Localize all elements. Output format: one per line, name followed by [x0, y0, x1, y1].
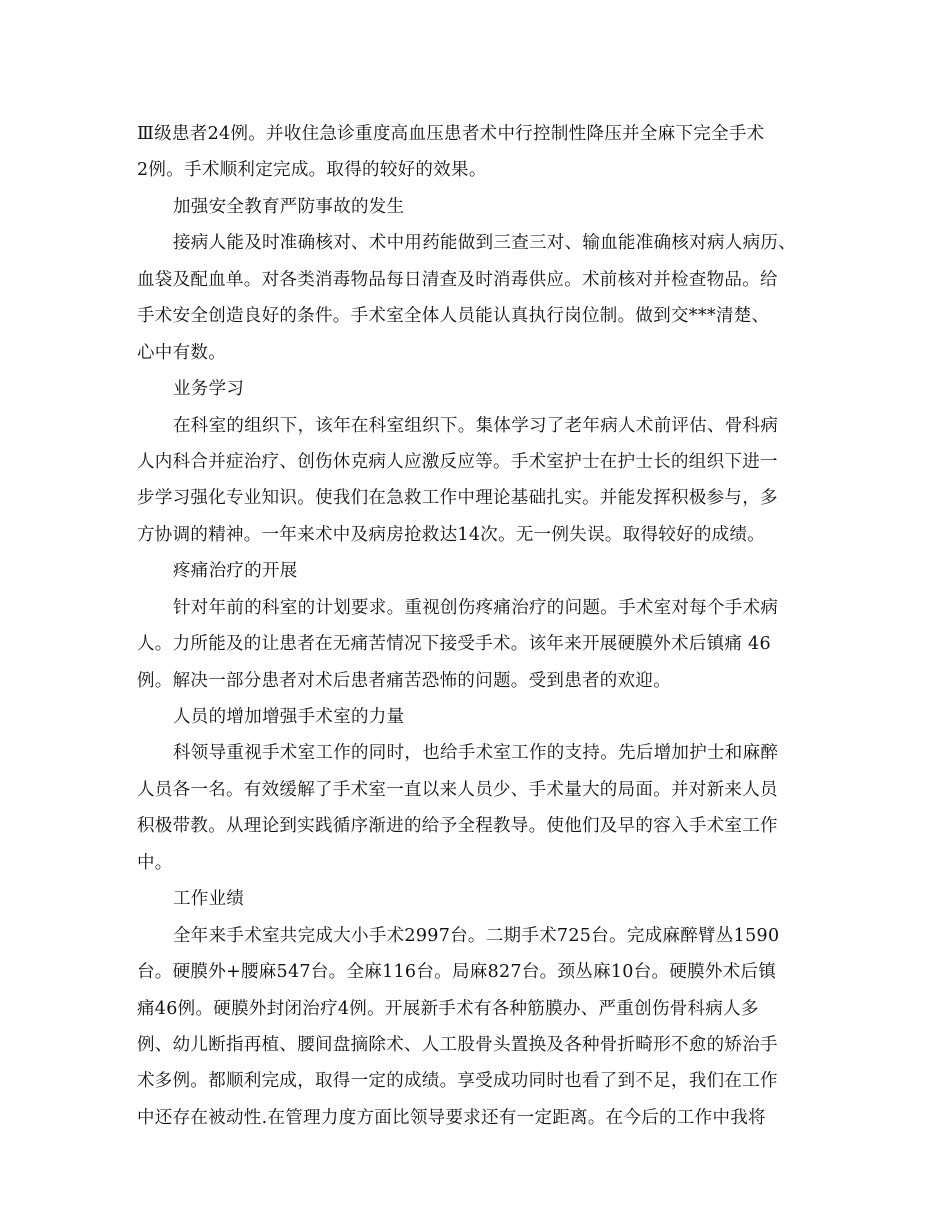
- section-heading: 工作业绩: [173, 889, 245, 910]
- section-heading: 加强安全教育严防事故的发生: [173, 196, 405, 217]
- section-heading: 人员的增加增强手术室的力量: [173, 707, 405, 727]
- text-line: 痛46例。硬膜外封闭治疗4例。开展新手术有各种筋膜办、严重创伤骨科病人多: [137, 998, 759, 1019]
- text-line: 台。硬膜外+腰麻547台。全麻116台。局麻827台。颈丛麻10台。硬膜外术后镇: [137, 962, 777, 983]
- text-line: 心中有数。: [137, 342, 226, 363]
- text-line: 科领导重视手术室工作的同时，也给手术室工作的支持。先后增加护士和麻醉: [173, 743, 779, 764]
- text-line: 2例。手术顺利定完成。取得的较好的效果。: [137, 160, 487, 181]
- text-line: 步学习强化专业知识。使我们在急救工作中理论基础扎实。并能发挥积极参与，多: [137, 488, 778, 509]
- text-line: 手术安全创造良好的条件。手术室全体人员能认真执行岗位制。做到交***清楚、: [137, 306, 770, 327]
- text-line: 术多例。都顺利完成，取得一定的成绩。享受成功同时也看了到不足，我们在工作: [137, 1071, 778, 1092]
- text-line: 人。力所能及的让患者在无痛苦情况下接受手术。该年来开展硬膜外术后镇痛 46: [137, 634, 771, 655]
- text-line: 例。解决一部分患者对术后患者痛苦恐怖的问题。受到患者的欢迎。: [137, 670, 671, 691]
- section-heading: 疼痛治疗的开展: [173, 561, 298, 582]
- text-line: 针对年前的科室的计划要求。重视创伤疼痛治疗的问题。手术室对每个手术病: [173, 597, 779, 618]
- text-line: 在科室的组织下，该年在科室组织下。集体学习了老年病人术前评估、骨科病: [173, 415, 779, 436]
- text-line: 接病人能及时准确核对、术中用药能做到三查三对、输血能准确核对病人病历、: [173, 233, 796, 254]
- text-line: 全年来手术室共完成大小手术2997台。二期手术725台。完成麻醉臂丛1590: [173, 925, 780, 946]
- text-line: 血袋及配血单。对各类消毒物品每日清查及时消毒供应。术前核对并检查物品。给: [137, 269, 778, 290]
- text-line: 例、幼儿断指再植、腰间盘摘除术、人工股骨头置换及各种骨折畸形不愈的矫治手: [137, 1034, 778, 1055]
- text-line: Ⅲ级患者24例。并收住急诊重度高血压患者术中行控制性降压并全麻下完全手术: [137, 124, 765, 144]
- text-line: 积极带教。从理论到实践循序渐进的给予全程教导。使他们及早的容入手术室工作: [137, 816, 778, 837]
- text-line: 中。: [137, 852, 173, 873]
- text-line: 人内科合并症治疗、创伤休克病人应激反应等。手术室护士在护士长的组织下进一: [137, 451, 778, 472]
- text-line: 人员各一名。有效缓解了手术室一直以来人员少、手术量大的局面。并对新来人员: [137, 779, 778, 800]
- text-line: 方协调的精神。一年来术中及病房抢救达14次。无一例失误。取得较好的成绩。: [137, 524, 766, 545]
- section-heading: 业务学习: [173, 379, 245, 400]
- text-line: 中还存在被动性.在管理力度方面比领导要求还有一定距离。在今后的工作中我将: [137, 1107, 766, 1128]
- document-body: [137, 116, 817, 1136]
